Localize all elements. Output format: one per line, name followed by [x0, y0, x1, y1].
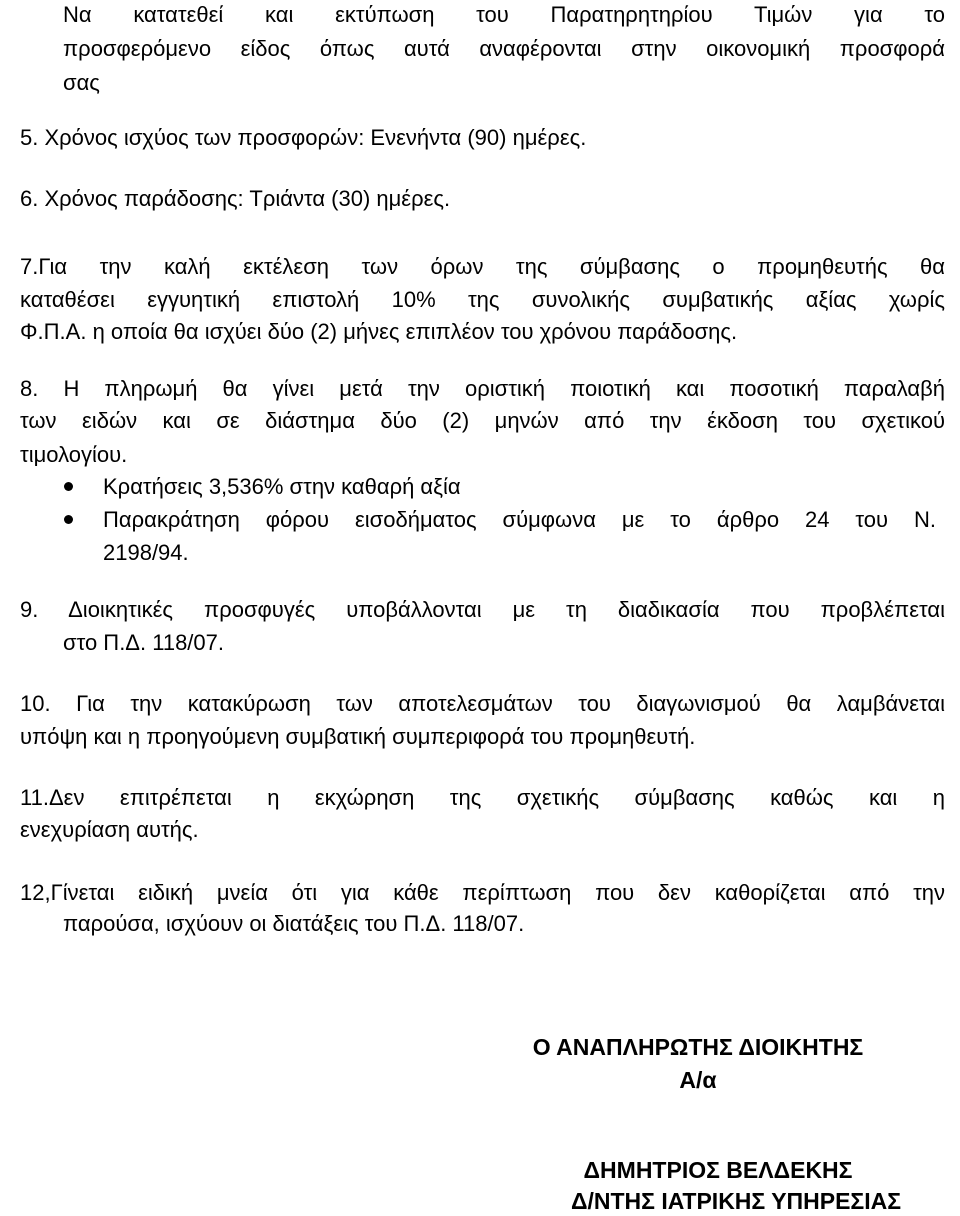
item-12-line-1: 12,Γίνεται ειδική μνεία ότι για κάθε περίπτωση που δεν καθορίζεται από την [20, 880, 945, 905]
item-6: 6. Χρόνος παράδοσης: Τριάντα (30) ημέρες. [20, 186, 451, 211]
item-8-line-3: τιμολογίου. [20, 442, 128, 467]
bullet-icon [64, 482, 73, 491]
intro-line-3: σας [63, 70, 100, 95]
signatory-subtitle: Α/α [679, 1067, 717, 1093]
intro-line-2: προσφερόμενο είδος όπως αυτά αναφέρονται στην οικονομική προσφορά [63, 36, 945, 61]
item-12-line-2: παρούσα, ισχύουν οι διατάξεις του Π.Δ. 118/07. [63, 911, 525, 936]
intro-line-1: Να κατατεθεί και εκτύπωση του Παρατηρητηρίου Τιμών για το [63, 2, 945, 27]
bullet-icon [64, 515, 73, 524]
bullet-item-deductions: Κρατήσεις 3,536% στην καθαρή αξία [103, 474, 461, 499]
item-8-line-1: 8. Η πληρωμή θα γίνει μετά την οριστική ποιοτική και ποσοτική παραλαβή [20, 376, 945, 401]
item-11-line-1: 11.Δεν επιτρέπεται η εκχώρηση της σχετικής σύμβασης καθώς και η [20, 785, 945, 810]
bullet-item-tax-line-1: Παρακράτηση φόρου εισοδήματος σύμφωνα με το άρθρο 24 του Ν. [103, 507, 936, 532]
item-5: 5. Χρόνος ισχύος των προσφορών: Ενενήντα (90) ημέρες. [20, 125, 587, 150]
signatory-role: Δ/ΝΤΗΣ ΙΑΤΡΙΚΗΣ ΥΠΗΡΕΣΙΑΣ [570, 1188, 902, 1214]
item-8-line-2: των ειδών και σε διάστημα δύο (2) μηνών από την έκδοση του σχετικού [20, 408, 945, 433]
item-10-line-1: 10. Για την κατακύρωση των αποτελεσμάτων του διαγωνισμού θα λαμβάνεται [20, 691, 945, 716]
item-11-line-2: ενεχυρίαση αυτής. [20, 817, 199, 842]
item-7-line-1: 7.Για την καλή εκτέλεση των όρων της σύμβασης ο προμηθευτής θα [20, 254, 945, 279]
signatory-name: ΔΗΜΗΤΡΙΟΣ ΒΕΛΔΕΚΗΣ [583, 1157, 853, 1183]
item-7-line-3: Φ.Π.Α. η οποία θα ισχύει δύο (2) μήνες επιπλέον του χρόνου παράδοσης. [20, 319, 738, 344]
item-7-line-2: καταθέσει εγγυητική επιστολή 10% της συνολικής συμβατικής αξίας χωρίς [20, 287, 945, 312]
item-10-line-2: υπόψη και η προηγούμενη συμβατική συμπεριφορά του προμηθευτή. [20, 724, 696, 749]
item-9-line-2: στο Π.Δ. 118/07. [63, 630, 224, 655]
bullet-item-tax-line-2: 2198/94. [103, 540, 189, 565]
signatory-title: Ο ΑΝΑΠΛΗΡΩΤΗΣ ΔΙΟΙΚΗΤΗΣ [532, 1034, 864, 1060]
item-9-line-1: 9. Διοικητικές προσφυγές υποβάλλονται με τη διαδικασία που προβλέπεται [20, 597, 945, 622]
